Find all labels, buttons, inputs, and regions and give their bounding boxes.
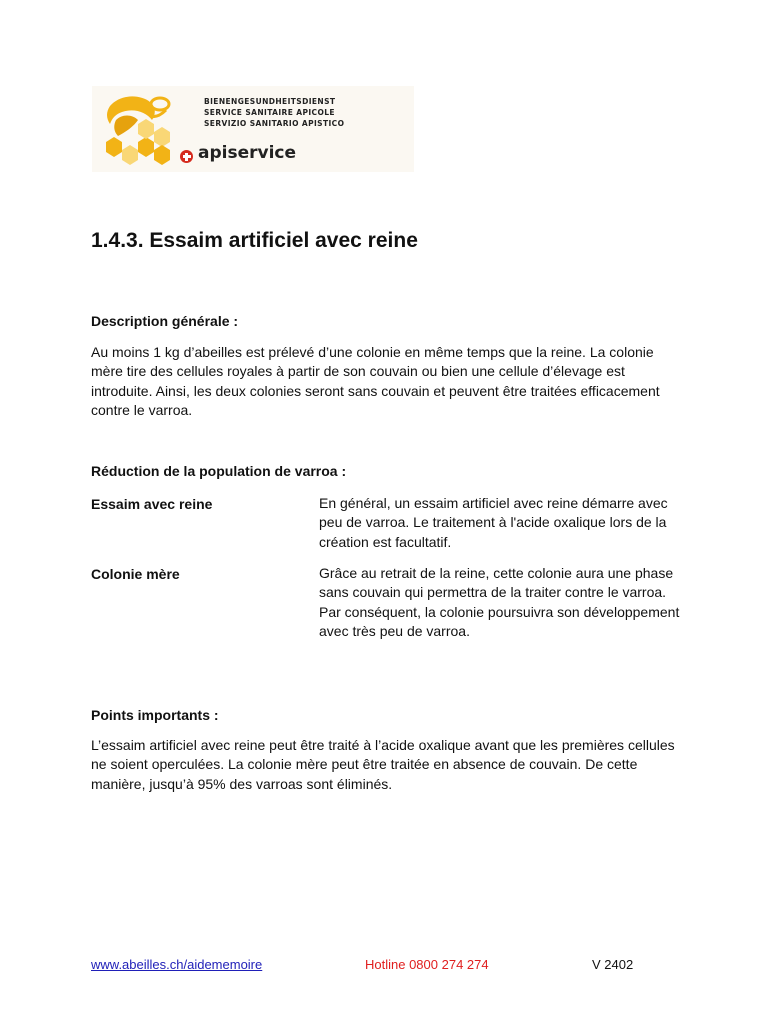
row-text-essaim: En général, un essaim artificiel avec reine démarre avec peu de varroa. Le traitement à l'acide oxalique lors de la création est facultatif. bbox=[319, 495, 668, 550]
apiservice-logo bbox=[92, 86, 414, 172]
org-name-german: BIENENGESUNDHEITSDIENST bbox=[204, 97, 336, 106]
description-text: Au moins 1 kg d’abeilles est prélevé d’une colonie en même temps que la reine. La colonie mère tire des cellules royales à partir de son couvain ou bien une cellule d’élevage est introduite. Ainsi, les deux colonies seront sans couvain et peuvent être traitées efficacement contre le varroa. bbox=[91, 344, 660, 418]
bee-honeycomb-icon bbox=[96, 92, 178, 168]
org-name-french: SERVICE SANITAIRE APICOLE bbox=[204, 108, 335, 117]
row-text-colonie: Grâce au retrait de la reine, cette colonie aura une phase sans couvain qui permettra de la traiter contre le varroa. Par conséquent, la colonie poursuivra son développement avec très peu de varroa. bbox=[319, 565, 680, 639]
footer-hotline: Hotline 0800 274 274 bbox=[365, 957, 489, 972]
org-name-italian: SERVIZIO SANITARIO APISTICO bbox=[204, 119, 345, 128]
description-heading: Description générale : bbox=[91, 313, 239, 329]
reduction-heading: Réduction de la population de varroa : bbox=[91, 463, 347, 479]
swiss-cross-icon bbox=[180, 150, 193, 163]
page-title: 1.4.3. Essaim artificiel avec reine bbox=[91, 229, 418, 252]
points-heading: Points importants : bbox=[91, 707, 219, 723]
row-label-colonie: Colonie mère bbox=[91, 566, 180, 582]
footer-version: V 2402 bbox=[592, 957, 634, 972]
brand-name: apiservice bbox=[198, 143, 297, 163]
footer-link[interactable]: www.abeilles.ch/aidememoire bbox=[91, 957, 263, 972]
row-label-essaim: Essaim avec reine bbox=[91, 496, 213, 512]
points-text: L’essaim artificiel avec reine peut être traité à l’acide oxalique avant que les premières cellules ne soient operculées. La colonie mère peut être traitée en absence de couvain. De cette manière, jusqu’à 95% des varroas sont éliminés. bbox=[91, 737, 675, 792]
